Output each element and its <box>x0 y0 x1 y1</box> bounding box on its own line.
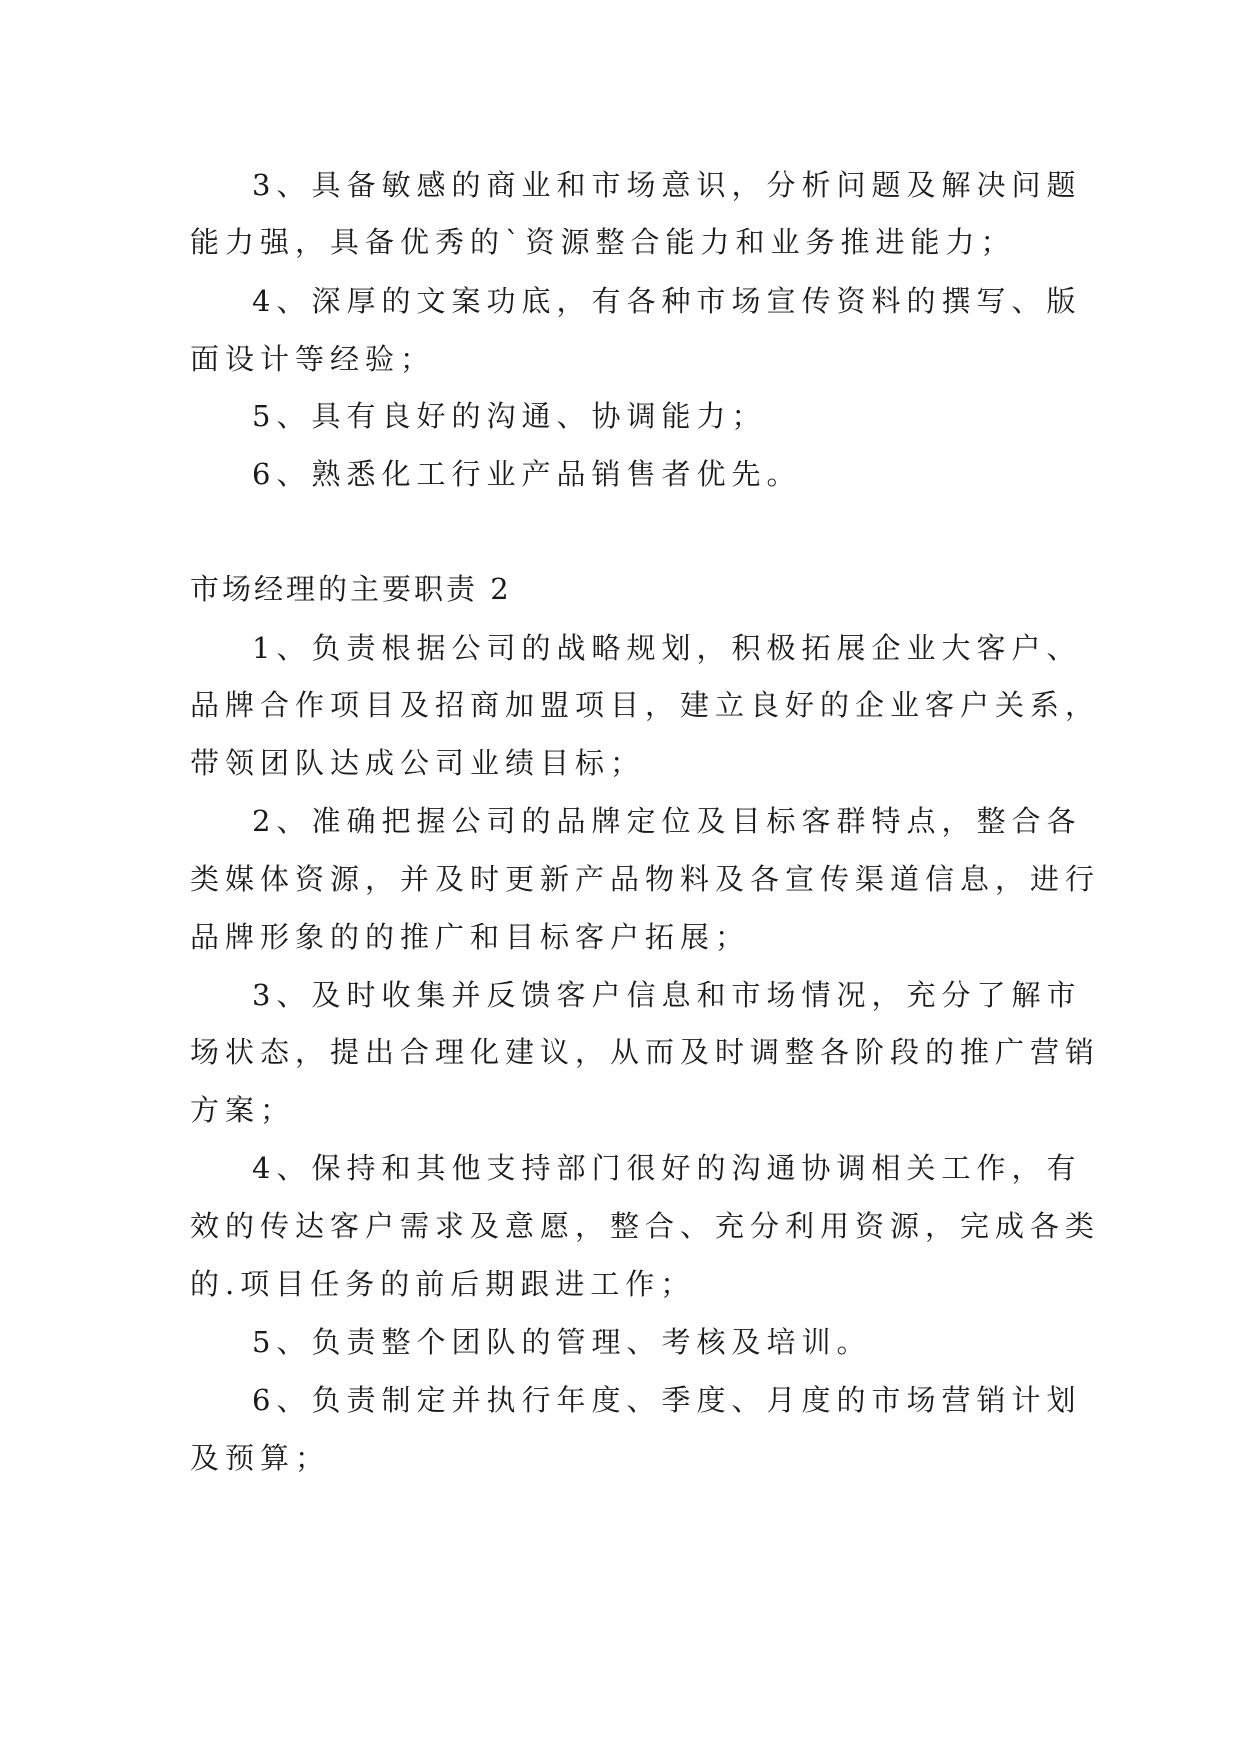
duty-1-line-3: 带领团队达成公司业绩目标； <box>190 746 646 780</box>
item-4-line-1: 4、深厚的文案功底，有各种市场宣传资料的撰写、版 <box>252 284 1082 318</box>
item-5: 5、具有良好的沟通、协调能力； <box>252 399 767 433</box>
duty-3-line-3: 方案； <box>190 1093 296 1127</box>
duty-1-line-2: 品牌合作项目及招商加盟项目，建立良好的企业客户关系， <box>190 688 1101 722</box>
duty-3-line-2: 场状态，提出合理化建议，从而及时调整各阶段的推广营销 <box>190 1035 1101 1069</box>
duty-6-line-1: 6、负责制定并执行年度、季度、月度的市场营销计划 <box>252 1383 1082 1417</box>
duty-2-line-2: 类媒体资源，并及时更新产品物料及各宣传渠道信息，进行 <box>190 862 1101 896</box>
item-3-line-2: 能力强，具备优秀的`资源整合能力和业务推进能力； <box>190 225 1016 259</box>
duty-5: 5、负责整个团队的管理、考核及培训。 <box>252 1325 872 1359</box>
duty-4-line-1: 4、保持和其他支持部门很好的沟通协调相关工作，有 <box>252 1151 1082 1185</box>
duty-4-line-3: 的.项目任务的前后期跟进工作； <box>190 1267 696 1301</box>
duty-1-line-1: 1、负责根据公司的战略规划，积极拓展企业大客户、 <box>252 631 1082 665</box>
item-3-line-1: 3、具备敏感的商业和市场意识，分析问题及解决问题 <box>252 168 1082 202</box>
duty-2-line-1: 2、准确把握公司的品牌定位及目标客群特点，整合各 <box>252 804 1082 838</box>
duty-3-line-1: 3、及时收集并反馈客户信息和市场情况，充分了解市 <box>252 978 1082 1012</box>
item-4-line-2: 面设计等经验； <box>190 342 436 376</box>
duty-2-line-3: 品牌形象的的推广和目标客户拓展； <box>190 920 751 954</box>
duty-4-line-2: 效的传达客户需求及意愿，整合、充分利用资源，完成各类 <box>190 1209 1101 1243</box>
item-6: 6、熟悉化工行业产品销售者优先。 <box>252 457 802 491</box>
duty-6-line-2: 及预算； <box>190 1441 331 1475</box>
section-title: 市场经理的主要职责 2 <box>190 572 512 606</box>
